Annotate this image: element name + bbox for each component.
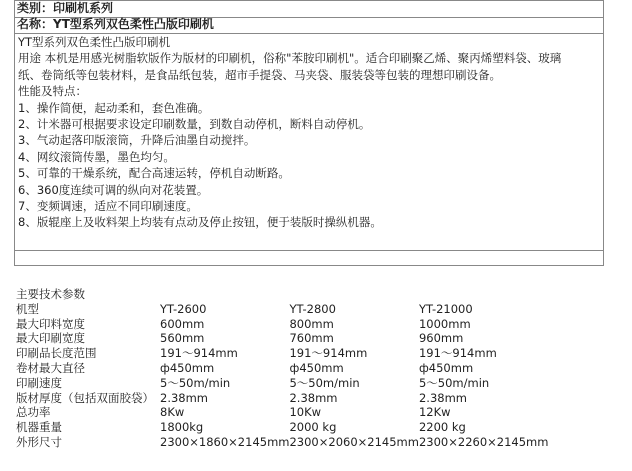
description-line: 纸、卷筒纸等包装材料，是食品纸包装，超市手提袋、马夹袋、服装袋等包装的理想印刷设备。 <box>18 67 501 82</box>
spec-label: 卷材最大直径 <box>16 360 85 375</box>
spec-section <box>16 287 548 450</box>
spec-label: 印刷速度 <box>16 375 62 390</box>
spec-value: 1000mm <box>418 316 471 331</box>
spec-title: 主要技术参数 <box>16 287 85 301</box>
category-row: 类别：印刷机系列 <box>15 1 603 18</box>
spec-value: YT-2800 <box>289 301 336 316</box>
spec-value: ф450mm <box>289 360 344 375</box>
table-row <box>16 302 548 317</box>
spec-label: 印刷品长度范围 <box>16 346 97 361</box>
spec-value: 191～914mm <box>418 346 497 361</box>
table-row <box>16 420 548 435</box>
spec-value: 2.38mm <box>418 390 467 405</box>
spec-table <box>16 302 548 450</box>
spec-value: 2200 kg <box>418 420 466 435</box>
spec-value: 2000 kg <box>289 420 337 435</box>
product-description <box>15 33 603 251</box>
spec-value: 2300×1860×2145mm <box>160 434 290 449</box>
table-row <box>16 405 548 420</box>
spec-value: 8Kw <box>160 405 185 420</box>
spec-label: 总功率 <box>16 405 51 420</box>
spec-label: 机型 <box>16 301 39 316</box>
spec-value: 1800kg <box>160 420 204 435</box>
description-line: 3、气动起落印版滚筒，升降后油墨自动搅拌。 <box>18 133 256 148</box>
spec-value: 191～914mm <box>160 346 238 361</box>
spec-value: 800mm <box>289 316 334 331</box>
product-info-box <box>14 0 604 266</box>
description-line: 8、版辊座上及收料架上均装有点动及停止按钮，便于装版时操纵机器。 <box>18 215 382 230</box>
spec-label: 机器重量 <box>16 420 62 435</box>
spec-label: 版材厚度（包括双面胶袋） <box>16 390 154 405</box>
table-row <box>16 435 548 450</box>
description-line: YT型系列双色柔性凸版印刷机 <box>18 35 171 49</box>
spec-value: ф450mm <box>160 360 215 375</box>
spec-label: 最大印料宽度 <box>16 316 85 331</box>
table-row <box>16 376 548 391</box>
spec-value: 5～50m/min <box>160 375 231 390</box>
spec-label: 外形尺寸 <box>16 434 62 449</box>
spec-value: 600mm <box>160 316 205 331</box>
spec-value: YT-21000 <box>418 301 473 316</box>
spec-value: 12Kw <box>418 405 451 420</box>
spec-value: 2.38mm <box>160 390 209 405</box>
description-line: 1、操作简便，起动柔和，套色准确。 <box>18 100 210 115</box>
spec-label: 最大印刷宽度 <box>16 331 85 346</box>
spec-value: 10Kw <box>289 405 322 420</box>
table-row <box>16 317 548 332</box>
spec-value: 760mm <box>289 331 334 346</box>
product-name-row: 名称：YT型系列双色柔性凸版印刷机 <box>15 17 603 34</box>
table-row <box>16 361 548 376</box>
spec-value: YT-2600 <box>160 301 207 316</box>
spec-value: 2300×2060×2145mm <box>289 434 419 449</box>
description-line: 4、网纹滚筒传墨，墨色均匀。 <box>18 149 175 164</box>
spec-value: 2.38mm <box>289 390 338 405</box>
table-row <box>16 346 548 361</box>
spec-value: 960mm <box>418 331 464 346</box>
spec-value: 2300×2260×2145mm <box>418 434 549 449</box>
description-line: 用途 本机是用感光树脂软版作为版材的印刷机，俗称"苯胺印刷机"。适合印刷聚乙烯、聚丙烯塑料袋、玻璃 <box>18 51 562 66</box>
table-row <box>16 331 548 346</box>
description-line: 2、计米器可根据要求设定印刷数量，到数自动停机，断料自动停机。 <box>18 117 371 132</box>
description-line: 5、可靠的干燥系统，配合高速运转，停机自动断路。 <box>18 166 290 181</box>
description-line: 6、360度连续可调的纵向对花装置。 <box>18 182 209 197</box>
spec-value: 5～50m/min <box>289 375 360 390</box>
spec-value: 191～914mm <box>289 346 368 361</box>
description-line: 7、变频调速，适应不同印刷速度。 <box>18 199 198 214</box>
spec-value: 560mm <box>160 331 205 346</box>
spec-value: 5～50m/min <box>418 375 490 390</box>
description-line: 性能及特点： <box>18 84 87 99</box>
table-row <box>16 391 548 406</box>
spec-value: ф450mm <box>418 360 474 375</box>
